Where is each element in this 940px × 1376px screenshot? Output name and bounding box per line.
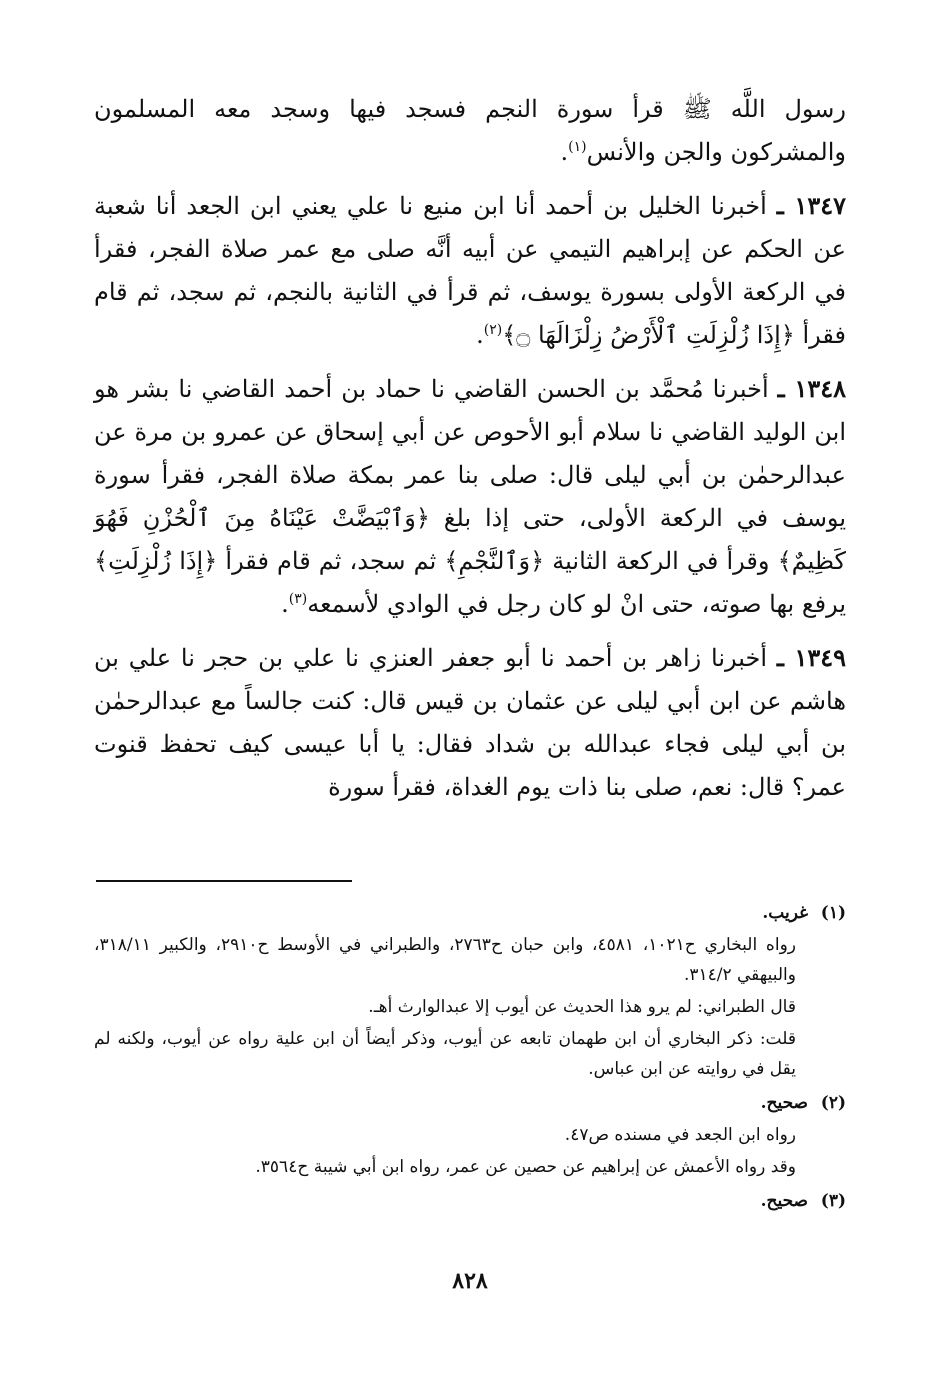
hadith-text: أخبرنا زاهر بن أحمد نا أبو جعفر العنزي نا علي بن حجر نا علي بن هاشم عن ابن أبي ليلى عن عثمان بن قيس قال: كنت جالساً مع عبدالرحمٰن بن أبي ليلى فجاء عبدالله بن شداد فقال: يا أبا عيسى كيف تحفظ قنوت عمر؟ قال: نعم، صلى بنا ذات يوم الغداة، فقرأ سورة [94,644,846,801]
hadith-number: ١٣٤٩ ـ [776,643,846,672]
footnote-2-text: وقد رواه الأعمش عن إبراهيم عن حصين عن عمر، رواه ابن أبي شيبة ح٣٥٦٤. [255,1157,796,1177]
footnote-grade: صحيح. [760,1093,808,1113]
hadith-number: ١٣٤٨ ـ [777,374,847,403]
footnote-1-text: قلت: ذكر البخاري أن ابن طهمان تابعه عن أيوب، وذكر أيضاً أن ابن علية رواه عن أيوب، ولكنه لم يقل في روايته عن ابن عباس. [94,1029,796,1079]
footnote-grade: صحيح. [760,1191,808,1211]
hadith-1347: ١٣٤٧ ـ أخبرنا الخليل بن أحمد أنا ابن منيع نا علي يعني ابن الجعد أنا شعبة عن الحكم عن إبراهيم التيمي عن أبيه أنَّه صلى مع عمر صلاة الفجر، فقرأ في الركعة الأولى بسورة يوسف، ثم قرأ في الثانية بالنجم، ثم سجد، ثم قام فقرأ ﴿إِذَا زُلْزِلَتِ ٱلْأَرْضُ زِلْزَالَهَا ۝﴾$^{(٢)}$. [94,191,846,349]
main-text [94,88,846,819]
footnotes [94,898,846,1218]
page-number: ٨٢٨ [452,1268,488,1294]
footnote-divider [96,880,352,882]
footnote-2-text: رواه ابن الجعد في مسنده ص٤٧. [564,1125,796,1145]
footnote-number: (١) [820,903,846,923]
hadith-1348: ١٣٤٨ ـ أخبرنا مُحمَّد بن الحسن القاضي نا حماد بن أحمد القاضي نا بشر هو ابن الوليد القاضي نا سلام أبو الأحوص عن أبي إسحاق عن عمرو بن مرة عن عبدالرحمٰن بن أبي ليلى قال: صلى بنا عمر بمكة صلاة الفجر، فقرأ سورة يوسف في الركعة الأولى، حتى إذا بلغ ﴿وَٱبْيَضَّتْ عَيْنَاهُ مِنَ ٱلْحُزْنِ فَهُوَ كَظِيمٌ﴾ وقرأ في الركعة الثانية ﴿وَٱلنَّجْمِ﴾ ثم سجد، ثم قام فقرأ ﴿إِذَا زُلْزِلَتِ﴾ يرفع بها صوته، حتى انْ لو كان رجل في الوادي لأسمعه$^{(٣)}$. [94,374,847,618]
footnote-1-heading [94,898,846,928]
footnote-number: (٣) [820,1191,846,1211]
hadith-text: أخبرنا مُحمَّد بن الحسن القاضي نا حماد بن أحمد القاضي نا بشر هو ابن الوليد القاضي نا سلام أبو الأحوص عن أبي إسحاق عن عمرو بن مرة عن عبدالرحمٰن بن أبي ليلى قال: صلى بنا عمر بمكة صلاة الفجر، فقرأ سورة يوسف في الركعة الأولى، حتى إذا بلغ ﴿وَٱبْيَضَّتْ عَيْنَاهُ مِنَ ٱلْحُزْنِ فَهُوَ كَظِيمٌ﴾ وقرأ في الركعة الثانية ﴿وَٱلنَّجْمِ﴾ ثم سجد، ثم قام فقرأ ﴿إِذَا زُلْزِلَتِ﴾ يرفع بها صوته، حتى انْ لو كان رجل في الوادي لأسمعه [94,375,846,618]
footnote-number: (٢) [820,1093,846,1113]
footnote-ref: (٣) [288,591,308,607]
footnote-grade: غريب. [762,903,808,923]
footnote-3-heading [94,1186,846,1216]
hadith-1349 [94,636,846,809]
footnote-1-text: رواه البخاري ح١٠٢١، ٤٥٨١، وابن حبان ح٢٧٦٣، والطبراني في الأوسط ح٢٩١٠، والكبير ٣١٨/١١، والبيهقي ٣١٤/٢. [94,935,796,985]
hadith-number: ١٣٤٧ ـ [776,191,846,220]
footnote-ref: (٢) [483,322,503,338]
paragraph-text: رسول اللَّه ﷺ قرأ سورة النجم فسجد فيها وسجد معه المسلمون والمشركون والجن والأنس [94,95,846,166]
footnote-2-heading [94,1088,846,1118]
footnote-ref: (١) [568,139,587,155]
hadith-text: أخبرنا الخليل بن أحمد أنا ابن منيع نا علي يعني ابن الجعد أنا شعبة عن الحكم عن إبراهيم التيمي عن أبيه أنَّه صلى مع عمر صلاة الفجر، فقرأ في الركعة الأولى بسورة يوسف، ثم قرأ في الثانية بالنجم، ثم سجد، ثم قام فقرأ ﴿إِذَا زُلْزِلَتِ ٱلْأَرْضُ زِلْزَالَهَا ۝﴾ [94,192,846,349]
footnote-1-text: قال الطبراني: لم يرو هذا الحديث عن أيوب إلا عبدالوارث أهـ. [368,997,796,1017]
paragraph-continuation: رسول اللَّه ﷺ قرأ سورة النجم فسجد فيها وسجد معه المسلمون والمشركون والجن والأنس$^{(١)}$. [94,95,846,166]
